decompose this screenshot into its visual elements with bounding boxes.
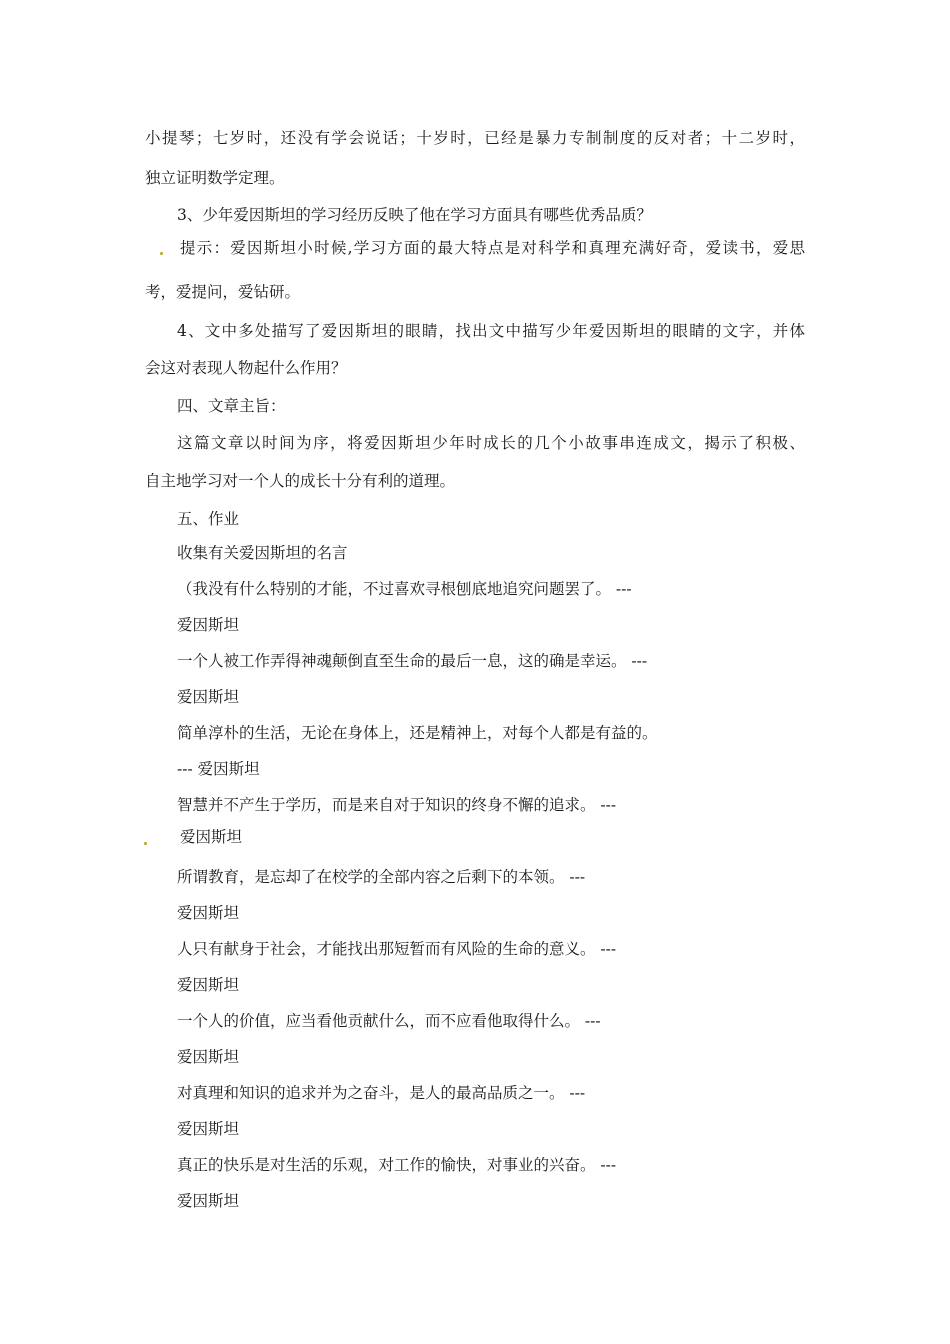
question-4: 4、文中多处描写了爱因斯坦的眼睛，找出文中描写少年爱因斯坦的眼睛的文字，并体 [177,322,805,340]
question-3: 3、少年爱因斯坦的学习经历反映了他在学习方面具有哪些优秀品质？ [177,206,652,224]
quote-line: 一个人被工作弄得神魂颠倒直至生命的最后一息，这的确是幸运。 --- [177,652,648,670]
paragraph-line: 考，爱提问，爱钻研。 [145,283,301,301]
paragraph-line: 独立证明数学定理。 [145,169,285,187]
quote-line: 所谓教育，是忘却了在校学的全部内容之后剩下的本领。 --- [177,868,586,886]
quote-author: 爱因斯坦 [177,616,240,634]
paragraph-line: 收集有关爱因斯坦的名言 [177,544,348,562]
quote-line: （我没有什么特别的才能，不过喜欢寻根刨底地追究问题罢了。 --- [177,580,632,598]
quote-author: 爱因斯坦 [177,1192,240,1210]
quote-line: 人只有献身于社会，才能找出那短暂而有风险的生命的意义。 --- [177,940,617,958]
quote-author: 爱因斯坦 [177,1048,240,1066]
marker-dot [144,842,147,845]
paragraph-line: 自主地学习对一个人的成长十分有利的道理。 [145,472,456,490]
quote-line: 对真理和知识的追求并为之奋斗，是人的最高品质之一。 --- [177,1084,586,1102]
quote-author: 爱因斯坦 [177,976,240,994]
quote-author: 爱因斯坦 [180,828,243,846]
quote-line: 简单淳朴的生活，无论在身体上，还是精神上，对每个人都是有益的。 [177,724,658,742]
paragraph-line: 小提琴；七岁时，还没有学会说话；十岁时，已经是暴力专制制度的反对者；十二岁时， [145,129,805,147]
section-heading-theme: 四、文章主旨： [177,397,286,415]
quote-author: --- 爱因斯坦 [177,760,260,778]
paragraph-line: 这篇文章以时间为序，将爱因斯坦少年时成长的几个小故事串连成文，揭示了积极、 [177,434,805,452]
quote-line: 真正的快乐是对生活的乐观，对工作的愉快，对事业的兴奋。 --- [177,1156,617,1174]
section-heading-homework: 五、作业 [177,510,240,528]
quote-author: 爱因斯坦 [177,904,240,922]
hint-line: 提示：爱因斯坦小时候,学习方面的最大特点是对科学和真理充满好奇，爱读书，爱思 [180,239,805,257]
quote-author: 爱因斯坦 [177,1120,240,1138]
paragraph-line: 会这对表现人物起什么作用？ [145,359,347,377]
quote-author: 爱因斯坦 [177,688,240,706]
quote-line: 智慧并不产生于学历，而是来自对于知识的终身不懈的追求。 --- [177,796,617,814]
marker-dot [160,252,163,255]
quote-line: 一个人的价值，应当看他贡献什么，而不应看他取得什么。 --- [177,1012,601,1030]
